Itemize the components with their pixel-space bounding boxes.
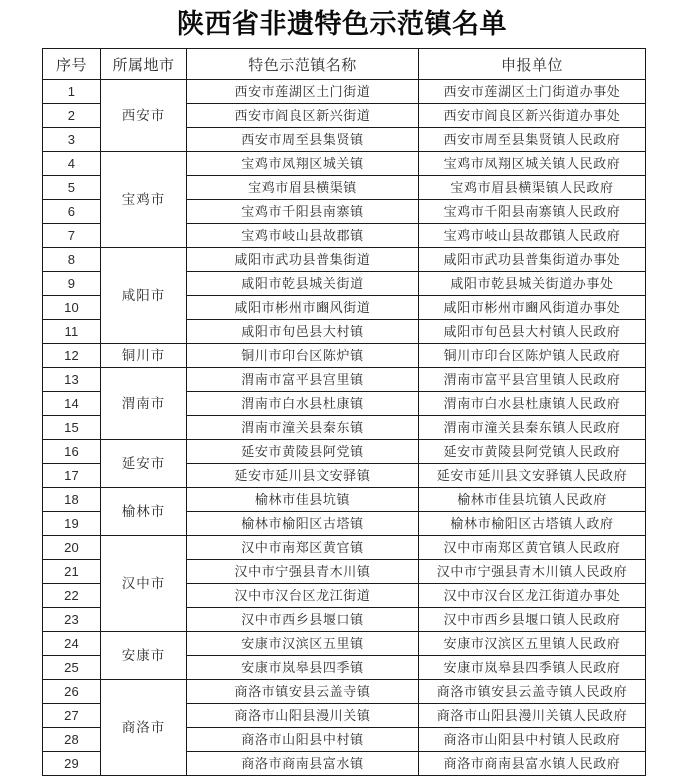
cell-index: 24 <box>43 632 101 656</box>
cell-applicant: 咸阳市旬邑县大村镇人民政府 <box>419 320 646 344</box>
cell-town-name: 咸阳市乾县城关街道 <box>187 272 419 296</box>
cell-applicant: 汉中市汉台区龙江街道办事处 <box>419 584 646 608</box>
cell-town-name: 汉中市宁强县青木川镇 <box>187 560 419 584</box>
cell-applicant: 汉中市西乡县堰口镇人民政府 <box>419 608 646 632</box>
cell-town-name: 汉中市汉台区龙江街道 <box>187 584 419 608</box>
cell-index: 11 <box>43 320 101 344</box>
cell-index: 28 <box>43 728 101 752</box>
cell-index: 25 <box>43 656 101 680</box>
cell-city-6: 榆林市 <box>101 488 187 536</box>
table-body <box>43 80 646 776</box>
cell-index: 13 <box>43 368 101 392</box>
cell-town-name: 咸阳市武功县普集街道 <box>187 248 419 272</box>
cell-town-name: 商洛市山阳县中村镇 <box>187 728 419 752</box>
cell-town-name: 宝鸡市凤翔区城关镇 <box>187 152 419 176</box>
table-row <box>43 632 646 656</box>
cell-town-name: 榆林市佳县坑镇 <box>187 488 419 512</box>
cell-applicant: 汉中市宁强县青木川镇人民政府 <box>419 560 646 584</box>
cell-index: 29 <box>43 752 101 776</box>
demonstration-towns-table <box>42 48 646 776</box>
cell-town-name: 商洛市镇安县云盖寺镇 <box>187 680 419 704</box>
cell-town-name: 商洛市山阳县漫川关镇 <box>187 704 419 728</box>
cell-city-3: 铜川市 <box>101 344 187 368</box>
column-header-index: 序号 <box>43 49 101 80</box>
table-row <box>43 152 646 176</box>
cell-applicant: 宝鸡市眉县横渠镇人民政府 <box>419 176 646 200</box>
cell-index: 18 <box>43 488 101 512</box>
cell-applicant: 延安市黄陵县阿党镇人民政府 <box>419 440 646 464</box>
cell-applicant: 汉中市南郑区黄官镇人民政府 <box>419 536 646 560</box>
cell-index: 8 <box>43 248 101 272</box>
cell-index: 1 <box>43 80 101 104</box>
cell-applicant: 西安市莲湖区土门街道办事处 <box>419 80 646 104</box>
cell-index: 19 <box>43 512 101 536</box>
cell-city-1: 宝鸡市 <box>101 152 187 248</box>
page-title: 陕西省非遗特色示范镇名单 <box>177 9 507 39</box>
cell-town-name: 渭南市白水县杜康镇 <box>187 392 419 416</box>
cell-index: 4 <box>43 152 101 176</box>
cell-index: 22 <box>43 584 101 608</box>
cell-applicant: 渭南市潼关县秦东镇人民政府 <box>419 416 646 440</box>
cell-applicant: 西安市周至县集贤镇人民政府 <box>419 128 646 152</box>
cell-town-name: 渭南市潼关县秦东镇 <box>187 416 419 440</box>
cell-town-name: 延安市延川县文安驿镇 <box>187 464 419 488</box>
cell-index: 20 <box>43 536 101 560</box>
column-header-applicant: 申报单位 <box>419 49 646 80</box>
cell-city-5: 延安市 <box>101 440 187 488</box>
cell-city-0: 西安市 <box>101 80 187 152</box>
column-header-city: 所属地市 <box>101 49 187 80</box>
cell-applicant: 渭南市富平县宫里镇人民政府 <box>419 368 646 392</box>
cell-applicant: 宝鸡市千阳县南寨镇人民政府 <box>419 200 646 224</box>
cell-town-name: 汉中市西乡县堰口镇 <box>187 608 419 632</box>
cell-applicant: 铜川市印台区陈炉镇人民政府 <box>419 344 646 368</box>
table-row <box>43 680 646 704</box>
cell-applicant: 宝鸡市凤翔区城关镇人民政府 <box>419 152 646 176</box>
cell-index: 12 <box>43 344 101 368</box>
cell-town-name: 咸阳市彬州市豳风街道 <box>187 296 419 320</box>
cell-town-name: 宝鸡市千阳县南寨镇 <box>187 200 419 224</box>
cell-applicant: 商洛市镇安县云盖寺镇人民政府 <box>419 680 646 704</box>
cell-index: 15 <box>43 416 101 440</box>
cell-index: 2 <box>43 104 101 128</box>
table-row <box>43 536 646 560</box>
cell-town-name: 西安市阎良区新兴街道 <box>187 104 419 128</box>
cell-applicant: 咸阳市彬州市豳风街道办事处 <box>419 296 646 320</box>
cell-applicant: 渭南市白水县杜康镇人民政府 <box>419 392 646 416</box>
cell-applicant: 宝鸡市岐山县故郡镇人民政府 <box>419 224 646 248</box>
table-row <box>43 344 646 368</box>
cell-city-8: 安康市 <box>101 632 187 680</box>
cell-index: 27 <box>43 704 101 728</box>
cell-city-4: 渭南市 <box>101 368 187 440</box>
cell-town-name: 安康市汉滨区五里镇 <box>187 632 419 656</box>
column-header-town-name: 特色示范镇名称 <box>187 49 419 80</box>
cell-index: 3 <box>43 128 101 152</box>
cell-applicant: 咸阳市乾县城关街道办事处 <box>419 272 646 296</box>
cell-index: 7 <box>43 224 101 248</box>
cell-applicant: 商洛市山阳县漫川关镇人民政府 <box>419 704 646 728</box>
cell-town-name: 延安市黄陵县阿党镇 <box>187 440 419 464</box>
table-container <box>42 48 645 776</box>
cell-index: 10 <box>43 296 101 320</box>
table-row <box>43 80 646 104</box>
cell-city-9: 商洛市 <box>101 680 187 776</box>
cell-city-7: 汉中市 <box>101 536 187 632</box>
cell-town-name: 商洛市商南县富水镇 <box>187 752 419 776</box>
cell-city-2: 咸阳市 <box>101 248 187 344</box>
cell-index: 6 <box>43 200 101 224</box>
cell-town-name: 铜川市印台区陈炉镇 <box>187 344 419 368</box>
cell-town-name: 西安市周至县集贤镇 <box>187 128 419 152</box>
table-row <box>43 488 646 512</box>
cell-applicant: 商洛市商南县富水镇人民政府 <box>419 752 646 776</box>
cell-index: 5 <box>43 176 101 200</box>
cell-index: 26 <box>43 680 101 704</box>
cell-applicant: 榆林市佳县坑镇人民政府 <box>419 488 646 512</box>
table-row <box>43 248 646 272</box>
cell-applicant: 榆林市榆阳区古塔镇人政府 <box>419 512 646 536</box>
cell-index: 23 <box>43 608 101 632</box>
cell-index: 17 <box>43 464 101 488</box>
cell-town-name: 汉中市南郑区黄官镇 <box>187 536 419 560</box>
cell-applicant: 安康市汉滨区五里镇人民政府 <box>419 632 646 656</box>
cell-town-name: 安康市岚皋县四季镇 <box>187 656 419 680</box>
cell-town-name: 西安市莲湖区土门街道 <box>187 80 419 104</box>
cell-town-name: 榆林市榆阳区古塔镇 <box>187 512 419 536</box>
cell-index: 14 <box>43 392 101 416</box>
cell-index: 16 <box>43 440 101 464</box>
cell-index: 21 <box>43 560 101 584</box>
cell-town-name: 宝鸡市眉县横渠镇 <box>187 176 419 200</box>
table-row <box>43 368 646 392</box>
cell-town-name: 咸阳市旬邑县大村镇 <box>187 320 419 344</box>
cell-applicant: 咸阳市武功县普集街道办事处 <box>419 248 646 272</box>
cell-applicant: 延安市延川县文安驿镇人民政府 <box>419 464 646 488</box>
cell-applicant: 西安市阎良区新兴街道办事处 <box>419 104 646 128</box>
cell-town-name: 渭南市富平县宫里镇 <box>187 368 419 392</box>
cell-applicant: 商洛市山阳县中村镇人民政府 <box>419 728 646 752</box>
cell-index: 9 <box>43 272 101 296</box>
table-header <box>43 49 646 80</box>
table-row <box>43 440 646 464</box>
table-header-row <box>43 49 646 80</box>
cell-town-name: 宝鸡市岐山县故郡镇 <box>187 224 419 248</box>
cell-applicant: 安康市岚皋县四季镇人民政府 <box>419 656 646 680</box>
